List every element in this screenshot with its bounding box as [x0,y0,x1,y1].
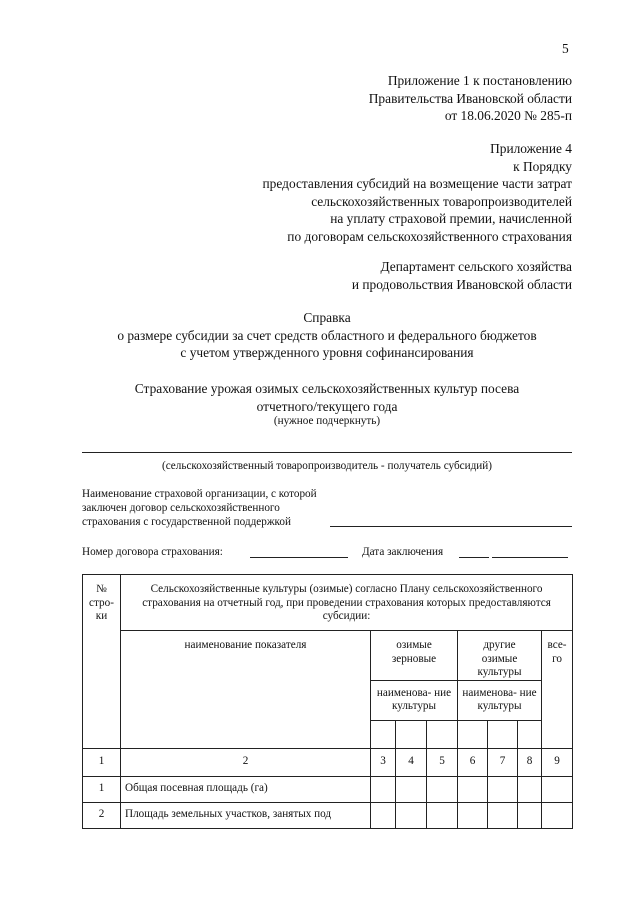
crop-cell[interactable] [371,720,396,748]
column-number: 5 [427,748,458,776]
annex4-line: по договорам сельскохозяйственного страхования [287,228,572,244]
date-field-day[interactable] [459,557,489,558]
insurer-line: заключен договор сельскохозяйственного [82,502,280,514]
value-cell[interactable] [427,802,458,828]
department-block [352,258,572,293]
row-number: 1 [83,776,121,802]
row-label: Площадь земельных участков, занятых под [121,802,371,828]
annex4-block [263,140,573,245]
subsidy-table [82,574,573,829]
column-number: 7 [488,748,518,776]
annex4-line: сельскохозяйственных товаропроизводителей [311,193,572,209]
department-line: и продовольствия Ивановской области [351,276,572,292]
annex1-line: от 18.06.2020 № 285-п [444,108,572,123]
crop-cell[interactable] [396,720,427,748]
value-cell[interactable] [488,802,518,828]
header-crop-name-other: наименова- ние культуры [458,680,542,720]
column-number: 6 [458,748,488,776]
document-title [60,309,594,362]
title-line: с учетом утвержденного уровня софинансирования [180,345,474,360]
page-number: 5 [562,41,569,56]
title-line: о размере субсидии за счет средств областного и федерального бюджетов [117,327,537,343]
insurer-field-line[interactable] [330,526,572,527]
header-total: все- го [542,631,573,749]
document-subtitle [60,380,594,415]
column-number-row [83,748,573,776]
subtitle-line: Страхование урожая озимых сельскохозяйственных культур посева [134,381,520,396]
header-other-crops: другие озимые культуры [458,631,542,681]
row-number: 2 [83,802,121,828]
annex1-block [369,72,572,125]
annex4-line: Приложение 4 [490,141,572,156]
contract-label: Номер договора страхования: [82,546,223,558]
table-row [83,776,573,802]
header-row-number: № стро- ки [83,575,121,749]
row-label: Общая посевная площадь (га) [121,776,371,802]
value-cell[interactable] [458,776,488,802]
column-number: 4 [396,748,427,776]
annex1-line: Приложение 1 к постановлению [387,73,572,88]
producer-field-line[interactable] [82,452,572,453]
title-line: Справка [303,310,351,325]
value-cell[interactable] [542,802,573,828]
insurer-line: страхования с государственной поддержкой [82,516,291,528]
date-field-rest[interactable] [492,557,568,558]
column-number: 3 [371,748,396,776]
value-cell[interactable] [371,802,396,828]
subtitle-line: отчетного/текущего года [256,398,398,414]
subtitle-note: (нужное подчеркнуть) [273,415,381,427]
crop-cell[interactable] [458,720,488,748]
annex4-line: предоставления субсидий на возмещение части затрат [262,176,572,191]
contract-number-field[interactable] [250,557,348,558]
crop-cell[interactable] [488,720,518,748]
value-cell[interactable] [518,802,542,828]
annex1-line: Правительства Ивановской области [368,90,572,106]
column-number: 1 [83,748,121,776]
value-cell[interactable] [396,776,427,802]
annex4-line: к Порядку [513,158,572,174]
value-cell[interactable] [396,802,427,828]
value-cell[interactable] [488,776,518,802]
annex4-line: на уплату страховой премии, начисленной [330,211,572,226]
header-crop-name-grain: наименова- ние культуры [371,680,458,720]
column-number: 8 [518,748,542,776]
date-label: Дата заключения [362,546,444,558]
crop-cell[interactable] [427,720,458,748]
header-main: Сельскохозяйственные культуры (озимые) согласно Плану сельскохозяйственного страхования на отчетный год, при проведении страхования которых предоставляются субсидии: [121,575,573,631]
value-cell[interactable] [458,802,488,828]
crop-cell[interactable] [518,720,542,748]
producer-caption: (сельскохозяйственный товаропроизводитель - получатель субсидий) [161,460,493,472]
header-indicator: наименование показателя [121,631,371,749]
department-line: Департамент сельского хозяйства [380,259,572,274]
header-winter-grain: озимые зерновые [371,631,458,681]
value-cell[interactable] [542,776,573,802]
table-row [83,802,573,828]
value-cell[interactable] [371,776,396,802]
insurer-text [82,487,317,529]
insurer-line: Наименование страховой организации, с которой [82,488,317,500]
value-cell[interactable] [518,776,542,802]
value-cell[interactable] [427,776,458,802]
column-number: 2 [121,748,371,776]
column-number: 9 [542,748,573,776]
